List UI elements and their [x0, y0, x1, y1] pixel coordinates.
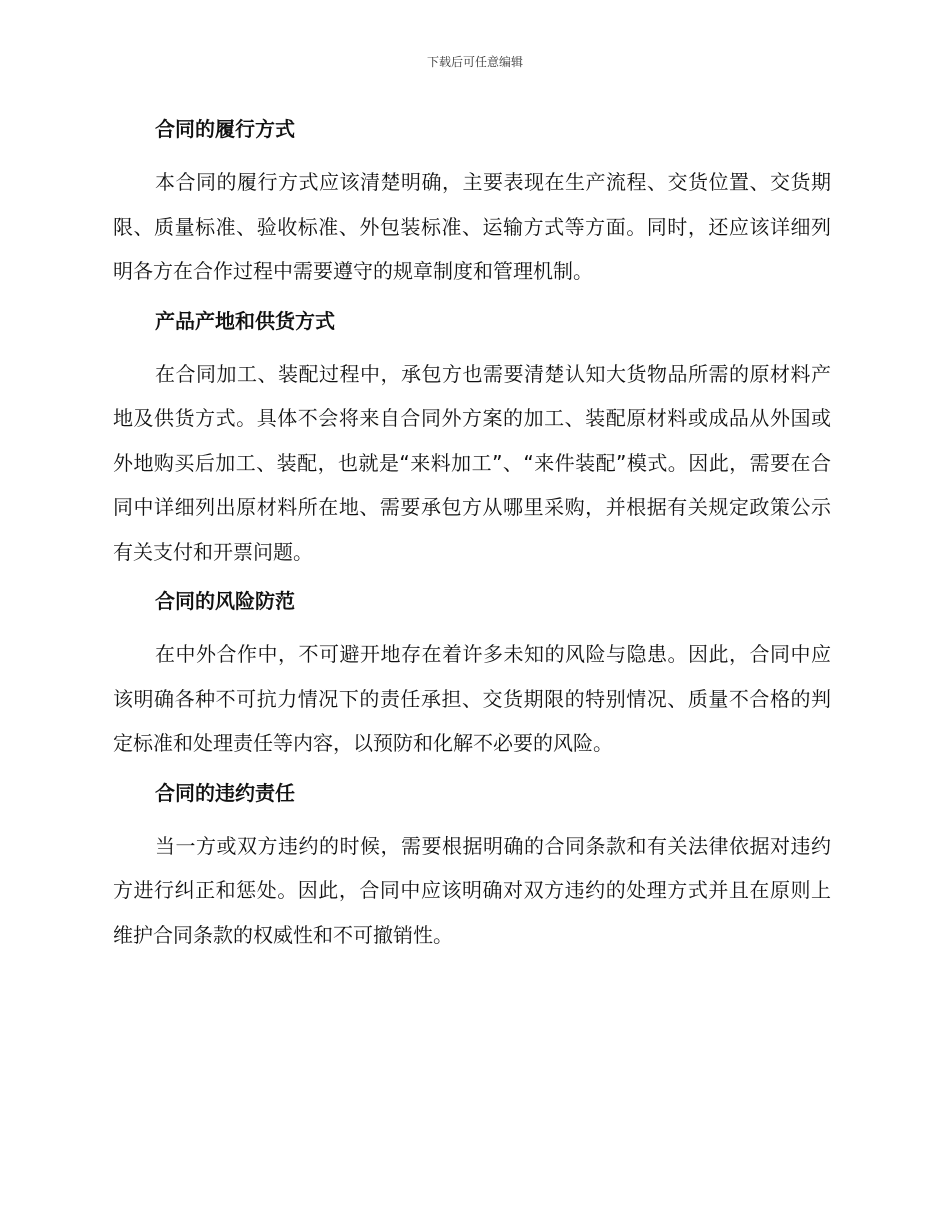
page-header: 下载后可任意编辑 — [426, 55, 523, 69]
section-origin-supply — [113, 304, 831, 575]
section-performance — [113, 112, 831, 294]
section-paragraph: 当一方或双方违约的时候，需要根据明确的合同条款和有关法律依据对违约方进行纠正和惩处。因此，合同中应该明确对双方违约的处理方式并且在原则上维护合同条款的权威性和不可撤销性。 — [113, 833, 831, 947]
section-risk-prevention — [113, 584, 831, 766]
document-body — [113, 112, 831, 967]
section-breach-liability — [113, 776, 831, 958]
section-heading: 产品产地和供货方式 — [155, 308, 335, 333]
section-paragraph: 在中外合作中，不可避开地存在着许多未知的风险与隐患。因此，合同中应该明确各种不可抗力情况下的责任承担、交货期限的特别情况、质量不合格的判定标准和处理责任等内容，以预防和化解不必要的风险。 — [113, 642, 831, 755]
section-heading: 合同的风险防范 — [155, 589, 295, 613]
section-paragraph: 在合同加工、装配过程中，承包方也需要清楚认知大货物品所需的原材料产地及供货方式。具体不会将来自合同外方案的加工、装配原材料或成品从外国或外地购买后加工、装配，也就是“来料加工”、“来件装配”模式。因此，需要在合同中详细列出原材料所在地、需要承包方从哪里采购，并根据有关规定政策公示有关支付和开票问题。 — [113, 361, 831, 564]
section-paragraph: 本合同的履行方式应该清楚明确，主要表现在生产流程、交货位置、交货期限、质量标准、验收标准、外包装标准、运输方式等方面。同时，还应该详细列明各方在合作过程中需要遵守的规章制度和管理机制。 — [113, 170, 831, 283]
section-heading: 合同的履行方式 — [155, 117, 295, 141]
section-heading: 合同的违约责任 — [155, 780, 295, 805]
